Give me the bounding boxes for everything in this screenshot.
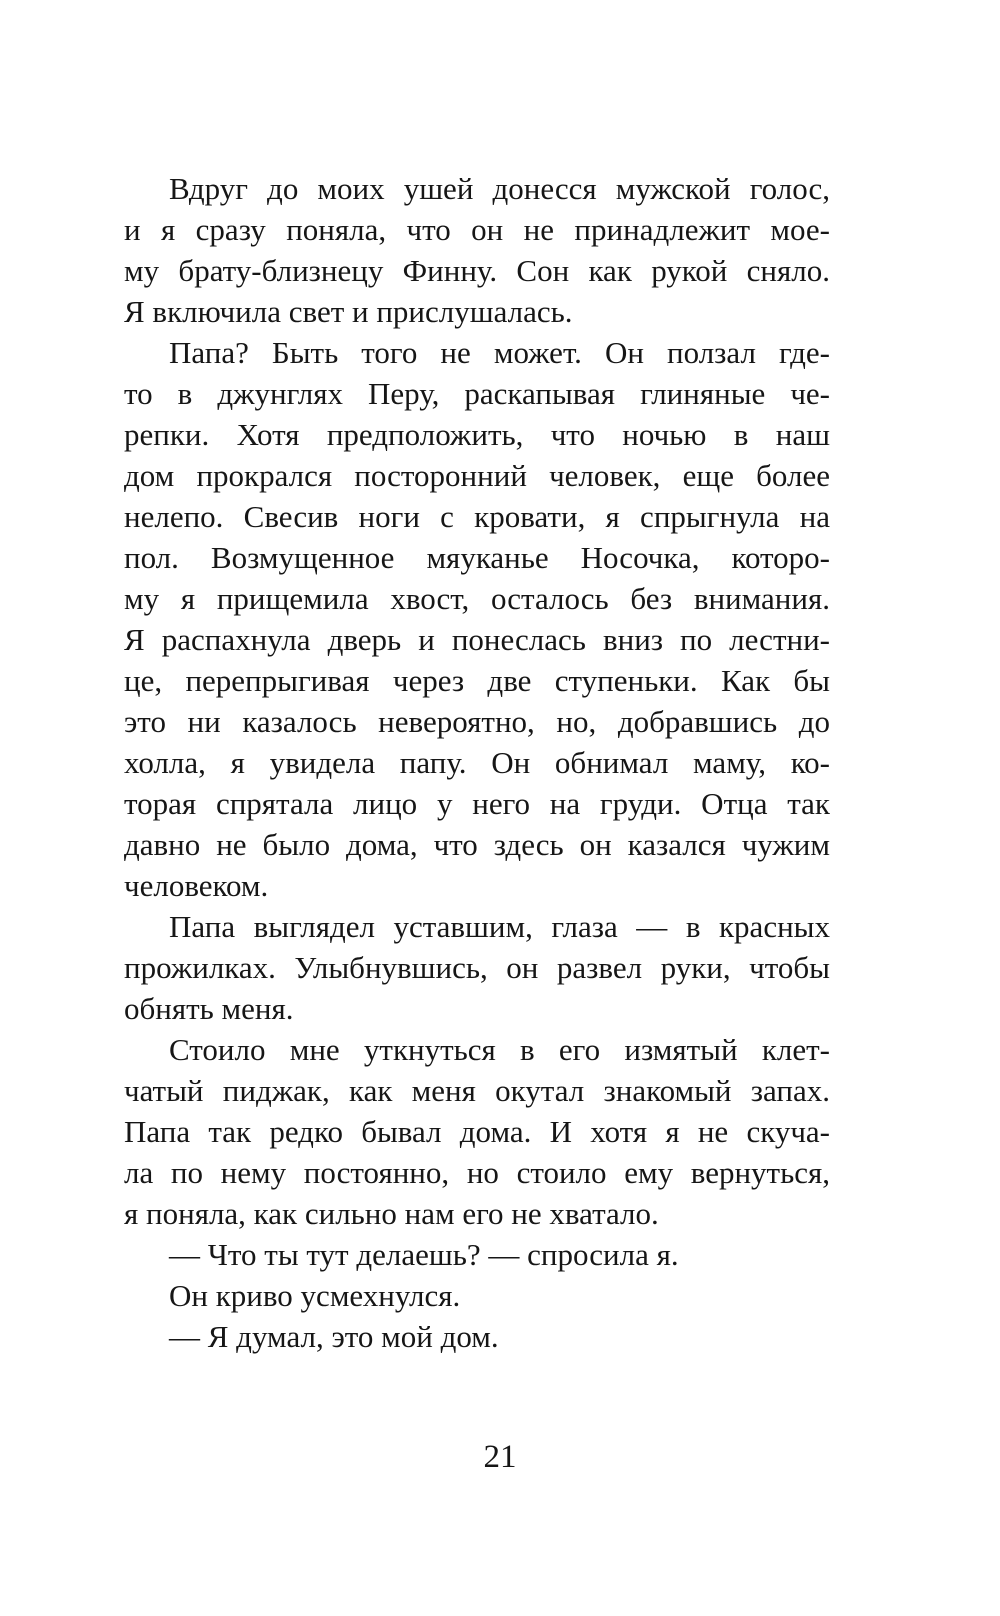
- text-line: це, перепрыгивая через две ступеньки. Как бы: [124, 663, 830, 698]
- text-line: холла, я увидела папу. Он обнимал маму, ко-: [124, 745, 830, 780]
- text-line: человеком.: [124, 868, 269, 903]
- text-line: торая спрятала лицо у него на груди. Отца так: [124, 786, 830, 821]
- text-line: му брату-близнецу Финну. Сон как рукой сняло.: [124, 253, 830, 288]
- text-line: Папа так редко бывал дома. И хотя я не скуча-: [124, 1114, 830, 1149]
- text-line: Я включила свет и прислушалась.: [124, 294, 573, 329]
- text-line: и я сразу поняла, что он не принадлежит мое-: [124, 212, 830, 247]
- text-line: то в джунглях Перу, раскапывая глиняные че-: [124, 376, 830, 411]
- text-line: прожилках. Улыбнувшись, он развел руки, чтобы: [124, 950, 830, 985]
- text-line: чатый пиджак, как меня окутал знакомый запах.: [124, 1073, 830, 1108]
- text-line: Я распахнула дверь и понеслась вниз по лестни-: [124, 622, 830, 657]
- text-line: Стоило мне уткнуться в его измятый клет-: [169, 1032, 830, 1067]
- text-line: Папа выглядел уставшим, глаза — в красных: [169, 909, 830, 944]
- text-line: Вдруг до моих ушей донесся мужской голос,: [169, 171, 830, 206]
- text-line: это ни казалось невероятно, но, добравшись до: [124, 704, 830, 739]
- text-line: Папа? Быть того не может. Он ползал где-: [169, 335, 830, 370]
- text-line: нелепо. Свесив ноги с кровати, я спрыгнула на: [124, 499, 830, 534]
- text-line: дом прокрался посторонний человек, еще более: [124, 458, 830, 493]
- text-line: обнять меня.: [124, 991, 294, 1026]
- body-text: [124, 168, 830, 1357]
- text-line: ла по нему постоянно, но стоило ему вернуться,: [124, 1155, 830, 1190]
- text-line: му я прищемила хвост, осталось без внимания.: [124, 581, 830, 616]
- text-line: репки. Хотя предположить, что ночью в наш: [124, 417, 830, 452]
- text-line: Он криво усмехнулся.: [169, 1278, 461, 1313]
- page-number: 21: [483, 1439, 517, 1475]
- text-line: пол. Возмущенное мяуканье Носочка, которо-: [124, 540, 830, 575]
- text-line: — Что ты тут делаешь? — спросила я.: [169, 1237, 679, 1272]
- text-line: давно не было дома, что здесь он казался чужим: [124, 827, 830, 862]
- text-line: я поняла, как сильно нам его не хватало.: [124, 1196, 659, 1231]
- text-line: — Я думал, это мой дом.: [169, 1319, 499, 1354]
